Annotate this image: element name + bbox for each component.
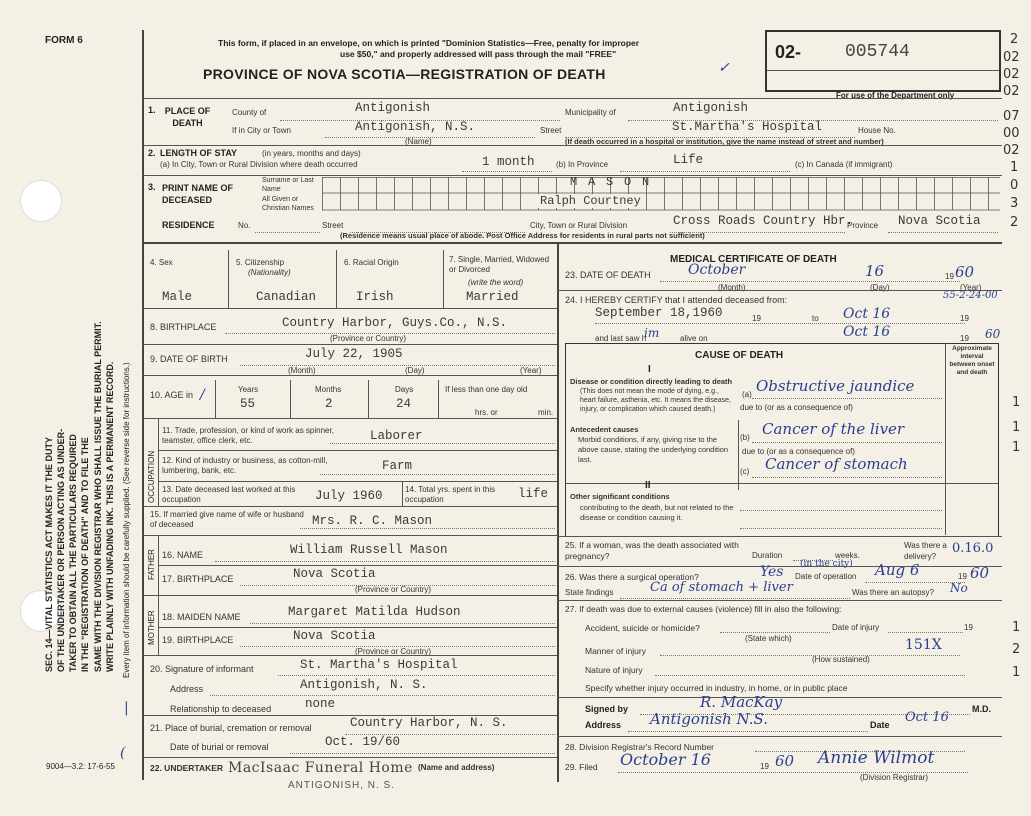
father-birthplace-sub: (Province or Country) [355,585,432,594]
days-label: Days [395,385,414,394]
sex-value: Male [162,290,193,304]
interval-label: Approximate interval between onset and death [949,345,995,376]
residence-province-value: Nova Scotia [898,214,981,228]
residence-province-label: Province [847,221,879,230]
last-saw-label: and last saw h [595,334,647,343]
mail-notice-2: use $50," and properly addressed will pass through the mail "FREE" [340,49,617,59]
signed-date-label: Date [870,720,890,730]
dod-year-19: 19 [945,272,954,281]
signed-address-value: Antigonish N.S. [650,710,768,728]
burial-date-label: Date of burial or removal [170,742,269,752]
mother-birthplace-sub: (Province or Country) [355,647,432,656]
cause-title: CAUSE OF DEATH [695,350,784,361]
industry-value: Farm [382,459,413,473]
certify-from-19: 19 [752,314,761,323]
margin-code: 02 [1003,143,1020,158]
margin-check-icon: | [124,700,129,716]
informant-value: St. Martha's Hospital [300,658,458,672]
given-names-value: Ralph Courtney [540,194,641,208]
residence-street-label: Street [322,221,344,230]
citizenship-sub: (Nationality) [248,268,291,277]
registration-number-box [765,30,1001,92]
margin-code: 02 [1003,67,1020,82]
father-side-label: FATHER [147,549,156,580]
sidebar-line-4: IN THE "REGISTRATION OF DEATH" AND TO FILE THE [80,437,90,672]
deceased-label: PRINT NAME OF DECEASED [162,183,233,205]
alive-year: 60 [985,327,1001,341]
institution-note: (If death occurred in a hospital or institution, give the name instead of street and number) [565,137,884,146]
undertaker-stamp-city: ANTIGONISH, N. S. [288,780,396,791]
accident-label: Accident, suicide or homicide? [585,623,700,633]
occupation-side-label: OCCUPATION [147,450,156,503]
other-label: Other significant conditions [570,492,670,501]
certify-from: September 18,1960 [595,306,723,320]
mother-name-label: 18. MAIDEN NAME [162,612,241,622]
signed-address-label: Address [585,720,622,730]
dob-year-label: (Year) [520,366,542,375]
industry-label: 12. Kind of industry or business, as cotton-mill, lumbering, bank, etc. [162,456,328,475]
residence-division-label: City, Town or Rural Division [530,221,628,230]
autopsy-value: No [950,581,968,595]
father-birthplace-label: 17. BIRTHPLACE [162,574,234,584]
sex-label: 4. Sex [150,258,173,267]
stay-sub: (in years, months and days) [262,149,361,158]
how-label: (How sustained) [812,655,870,664]
father-birthplace-value: Nova Scotia [293,567,376,581]
hrs-label: hrs. or [475,408,498,417]
margin-code: 1 [1012,620,1021,635]
signed-by-value: R. MacKay [700,693,783,711]
stay-c-label: (c) In Canada (if immigrant) [795,160,893,169]
department-use-label: For use of the Department only [836,91,955,100]
margin-code: 2 [1010,32,1019,47]
surgery-year-19: 19 [958,572,967,581]
marital-sub: (write the word) [468,278,524,287]
check-mark-icon: ✓ [718,60,730,76]
burial-place-value: Country Harbor, N. S. [350,716,508,730]
stay-label: LENGTH OF STAY [160,148,238,158]
where-label: Specify whether injury occurred in industry, in home, or in public place [585,683,848,693]
sidebar-line-6: WRITE PLAINLY WITH UNFADING INK. THIS IS A PERMANENT RECORD. [105,361,115,672]
total-years-label: 14. Total yrs. spent in this occupation [405,485,496,504]
days-value: 24 [396,397,412,411]
margin-check-icon: ( [120,745,126,761]
sidebar-line-7: Every item of information should be carefully supplied. (See reverse side for instructions.) [122,362,131,678]
dod-day: 16 [865,262,885,280]
months-value: 2 [325,397,333,411]
registration-number: 005744 [845,42,910,62]
nature-label: Nature of injury [585,665,643,675]
certify-to: Oct 16 [843,306,891,322]
margin-code: 1 [1010,160,1019,175]
mother-birthplace-label: 19. BIRTHPLACE [162,635,234,645]
residence-note: (Residence means usual place of abode. Post Office Address for residents in rural parts not sufficient) [340,231,705,240]
relationship-value: none [305,697,336,711]
due-to-b: due to (or as a consequence of) [742,447,855,456]
margin-code: 1 [1012,440,1021,455]
due-to-a: due to (or as a consequence of) [740,403,853,412]
registrar-label: (Division Registrar) [860,773,929,782]
page-title: PROVINCE OF NOVA SCOTIA—REGISTRATION OF DEATH [203,66,606,82]
signed-by-label: Signed by [585,704,629,714]
informant-label: 20. Signature of informant [150,664,254,674]
place-number: 1. [148,105,156,115]
stay-number: 2. [148,148,156,158]
filed-value: October 16 [620,750,711,769]
other-note: contributing to the death, but not related to the disease or condition causing it. [580,503,734,522]
surname-letter: O [624,175,632,189]
code-note: 55-2-24-00 [943,290,998,301]
surname-letter: M [570,175,578,189]
sidebar-line-2: OF THE UNDERTAKER OR PERSON ACTING AS UNDER- [56,428,66,672]
cause-b-value: Cancer of the liver [762,420,905,438]
injury-date-label: Date of injury [832,623,880,632]
county-label: County of [232,108,267,117]
margin-code: 1 [1012,665,1021,680]
cause-a-value: Obstructive jaundice [756,377,915,395]
spouse-value: Mrs. R. C. Mason [312,514,433,528]
footer-code: 9004—3.2: 17-6-55 [46,762,115,771]
municipality-label: Municipality of [565,108,616,117]
sidebar-line-5: SAME WITH THE DIVISION REGISTRAR WHO SHALL ISSUE THE BURIAL PERMIT. [93,321,103,672]
margin-code: 02 [1003,84,1020,99]
margin-code: 00 [1003,126,1020,141]
punch-hole-top [20,180,62,222]
filed-year-19: 19 [760,762,769,771]
surname-label: Surname or Last Name [262,177,314,193]
dob-month-label: (Month) [288,366,316,375]
trade-label: 11. Trade, profession, or kind of work as spinner, teamster, office clerk, etc. [162,426,334,445]
margin-code: 2 [1012,642,1021,657]
certify-to-label: to [812,314,819,323]
duration-label: Duration [752,551,783,560]
findings-label: State findings [565,588,614,597]
given-label: All Given or Christian Names [262,196,314,212]
father-name-value: William Russell Mason [290,543,448,557]
mail-notice: This form, if placed in an envelope, on which is printed "Dominion Statistics—Free, penalty for improper [218,38,640,48]
municipality-value: Antigonish [673,101,749,115]
burial-date-value: Oct. 19/60 [325,735,401,749]
last-worked-label: 13. Date deceased last worked at this occupation [162,485,296,504]
residence-label: RESIDENCE [162,220,215,230]
min-label: min. [538,408,554,417]
dod-month-label: (Month) [718,283,746,292]
birthplace-sub: (Province or Country) [330,334,407,343]
form-number: FORM 6 [45,35,83,46]
margin-code: 3 [1010,196,1019,211]
institution-value: St.Martha's Hospital [672,120,823,134]
certify-label: 24. I HEREBY CERTIFY that I attended deceased from: [565,295,788,305]
surgery-label: 26. Was there a surgical operation? [565,572,699,582]
birthplace-value: Country Harbor, Guys.Co., N.S. [282,316,508,330]
mother-birthplace-value: Nova Scotia [293,629,376,643]
mother-name-value: Margaret Matilda Hudson [288,605,461,619]
marital-value: Married [466,290,519,304]
cause-a-label: (a) [742,390,752,399]
stay-a-value: 1 month [482,155,535,169]
informant-address-label: Address [170,684,204,694]
manner-label: Manner of injury [585,646,646,656]
dod-label: 23. DATE OF DEATH [565,270,651,280]
sidebar-line-1: SEC. 14—VITAL STATISTICS ACT MAKES IT THE DUTY [44,436,54,672]
margin-code: 2 [1010,215,1019,230]
total-years-value: life [518,487,549,501]
last-saw-him: im [644,326,660,340]
county-value: Antigonish [355,101,431,115]
delivery-label: Was there a delivery? [904,541,947,561]
margin-code: 07 [1003,109,1020,124]
dod-day-label: (Day) [870,283,890,292]
relationship-label: Relationship to deceased [170,704,272,714]
certify-to-19: 19 [960,314,969,323]
md-label: M.D. [972,704,991,714]
state-which-label: (State which) [745,634,792,643]
margin-code: 02 [1003,50,1020,65]
residence-no-label: No. [238,221,251,230]
citizenship-value: Canadian [256,290,317,304]
filed-year: 60 [775,752,795,770]
dod-year: 60 [955,263,975,281]
spouse-label: 15. If married give name of wife or husband of deceased [150,510,304,529]
signed-date-value: Oct 16 [905,710,949,725]
external-label: 27. If death was due to external causes (violence) fill in also the following: [565,604,842,614]
race-value: Irish [356,290,394,304]
marital-label: 7. Single, Married, Widowed or Divorced [449,255,550,274]
dod-year-label: (Year) [960,283,982,292]
deceased-number: 3. [148,182,156,192]
undertaker-sub: (Name and address) [418,763,495,772]
manner-code: 151X [905,637,942,653]
city-name-label: (Name) [405,137,432,146]
residence-division-value: Cross Roads Country Hbr. [673,214,854,228]
alive-date: Oct 16 [843,324,891,340]
dob-day-label: (Day) [405,366,425,375]
undertaker-stamp-name: MacIsaac Funeral Home [228,760,413,776]
roman-two: II [645,480,651,491]
antecedent-note: Morbid conditions, if any, giving rise to the above cause, stating the underlying condition last. [578,435,729,464]
name-letter-grid [322,177,1000,211]
dob-value: July 22, 1905 [305,347,403,361]
age-label: 10. AGE in [150,390,194,400]
place-label: PLACE OF DEATH [164,106,211,128]
cause-c-label: (c) [740,467,750,476]
street-label: Street [540,126,562,135]
stay-a-label: (a) In City, Town or Rural Division where death occurred [160,160,358,169]
undertaker-label: 22. UNDERTAKER [150,763,224,773]
cause-c-value: Cancer of stomach [765,455,908,473]
medical-title: MEDICAL CERTIFICATE OF DEATH [670,254,837,265]
citizenship-label: 5. Citizenship [236,258,285,267]
race-label: 6. Racial Origin [344,258,399,267]
surgery-date: Aug 6 [875,561,920,579]
registration-prefix: 02- [775,42,802,62]
autopsy-label: Was there an autopsy? [852,588,934,597]
birthplace-label: 8. BIRTHPLACE [150,322,217,332]
house-number-label: House No. [858,126,896,135]
surgery-value: Yes [760,564,784,580]
margin-code: 0 [1010,178,1019,193]
trade-value: Laborer [370,429,423,443]
stay-b-label: (b) In Province [556,160,609,169]
antecedent-label: Antecedent causes [570,425,639,434]
surname-letter: A [588,175,596,189]
months-label: Months [315,385,342,394]
immediate-note: (This does not mean the mode of dying, e.g., heart failure, asthenia, etc. It means the disease, injury, or complication which caused death.) [580,388,731,413]
margin-code: 1 [1012,420,1021,435]
less-than-day-label: If less than one day old [445,385,528,394]
years-label: Years [238,385,259,394]
city-label: If in City or Town [232,126,291,135]
surgery-note: (in the city) [800,559,853,569]
surname-letter: N [642,175,650,189]
years-value: 55 [240,397,256,411]
dob-label: 9. DATE OF BIRTH [150,354,228,364]
alive-label: alive on [680,334,708,343]
stay-b-value: Life [673,153,704,167]
city-value: Antigonish, N.S. [355,120,476,134]
mother-side-label: MOTHER [147,610,156,645]
roman-one: I [648,364,651,375]
cause-b-label: (b) [740,433,750,442]
pregnancy-label: 25. If a woman, was the death associated with pregnancy? [565,540,739,561]
surgery-date-label: Date of operation [795,572,857,581]
informant-address-value: Antigonish, N. S. [300,678,428,692]
age-check-icon: / [200,387,205,403]
registrar-signature: Annie Wilmot [818,748,935,768]
injury-year-19: 19 [964,623,973,632]
burial-place-label: 21. Place of burial, cremation or removal [150,723,312,733]
last-worked-value: July 1960 [315,489,383,503]
margin-code: 1 [1012,395,1021,410]
dod-month: October [688,262,746,278]
father-name-label: 16. NAME [162,550,204,560]
filed-label: 29. Filed [565,762,598,772]
sidebar-line-3: TAKER TO OBTAIN ALL THE PARTICULARS REQUIRED [68,434,78,672]
record-number-label: 28. Division Registrar's Record Number [565,742,715,752]
pregnancy-code: 0.16.0 [952,541,994,556]
weeks-label: weeks. [835,551,860,560]
surname-letter: S [606,175,614,189]
immediate-label: Disease or condition directly leading to death [570,377,733,386]
surgery-year: 60 [970,564,990,582]
findings-value: Ca of stomach + liver [650,580,793,595]
alive-19: 19 [960,334,969,343]
